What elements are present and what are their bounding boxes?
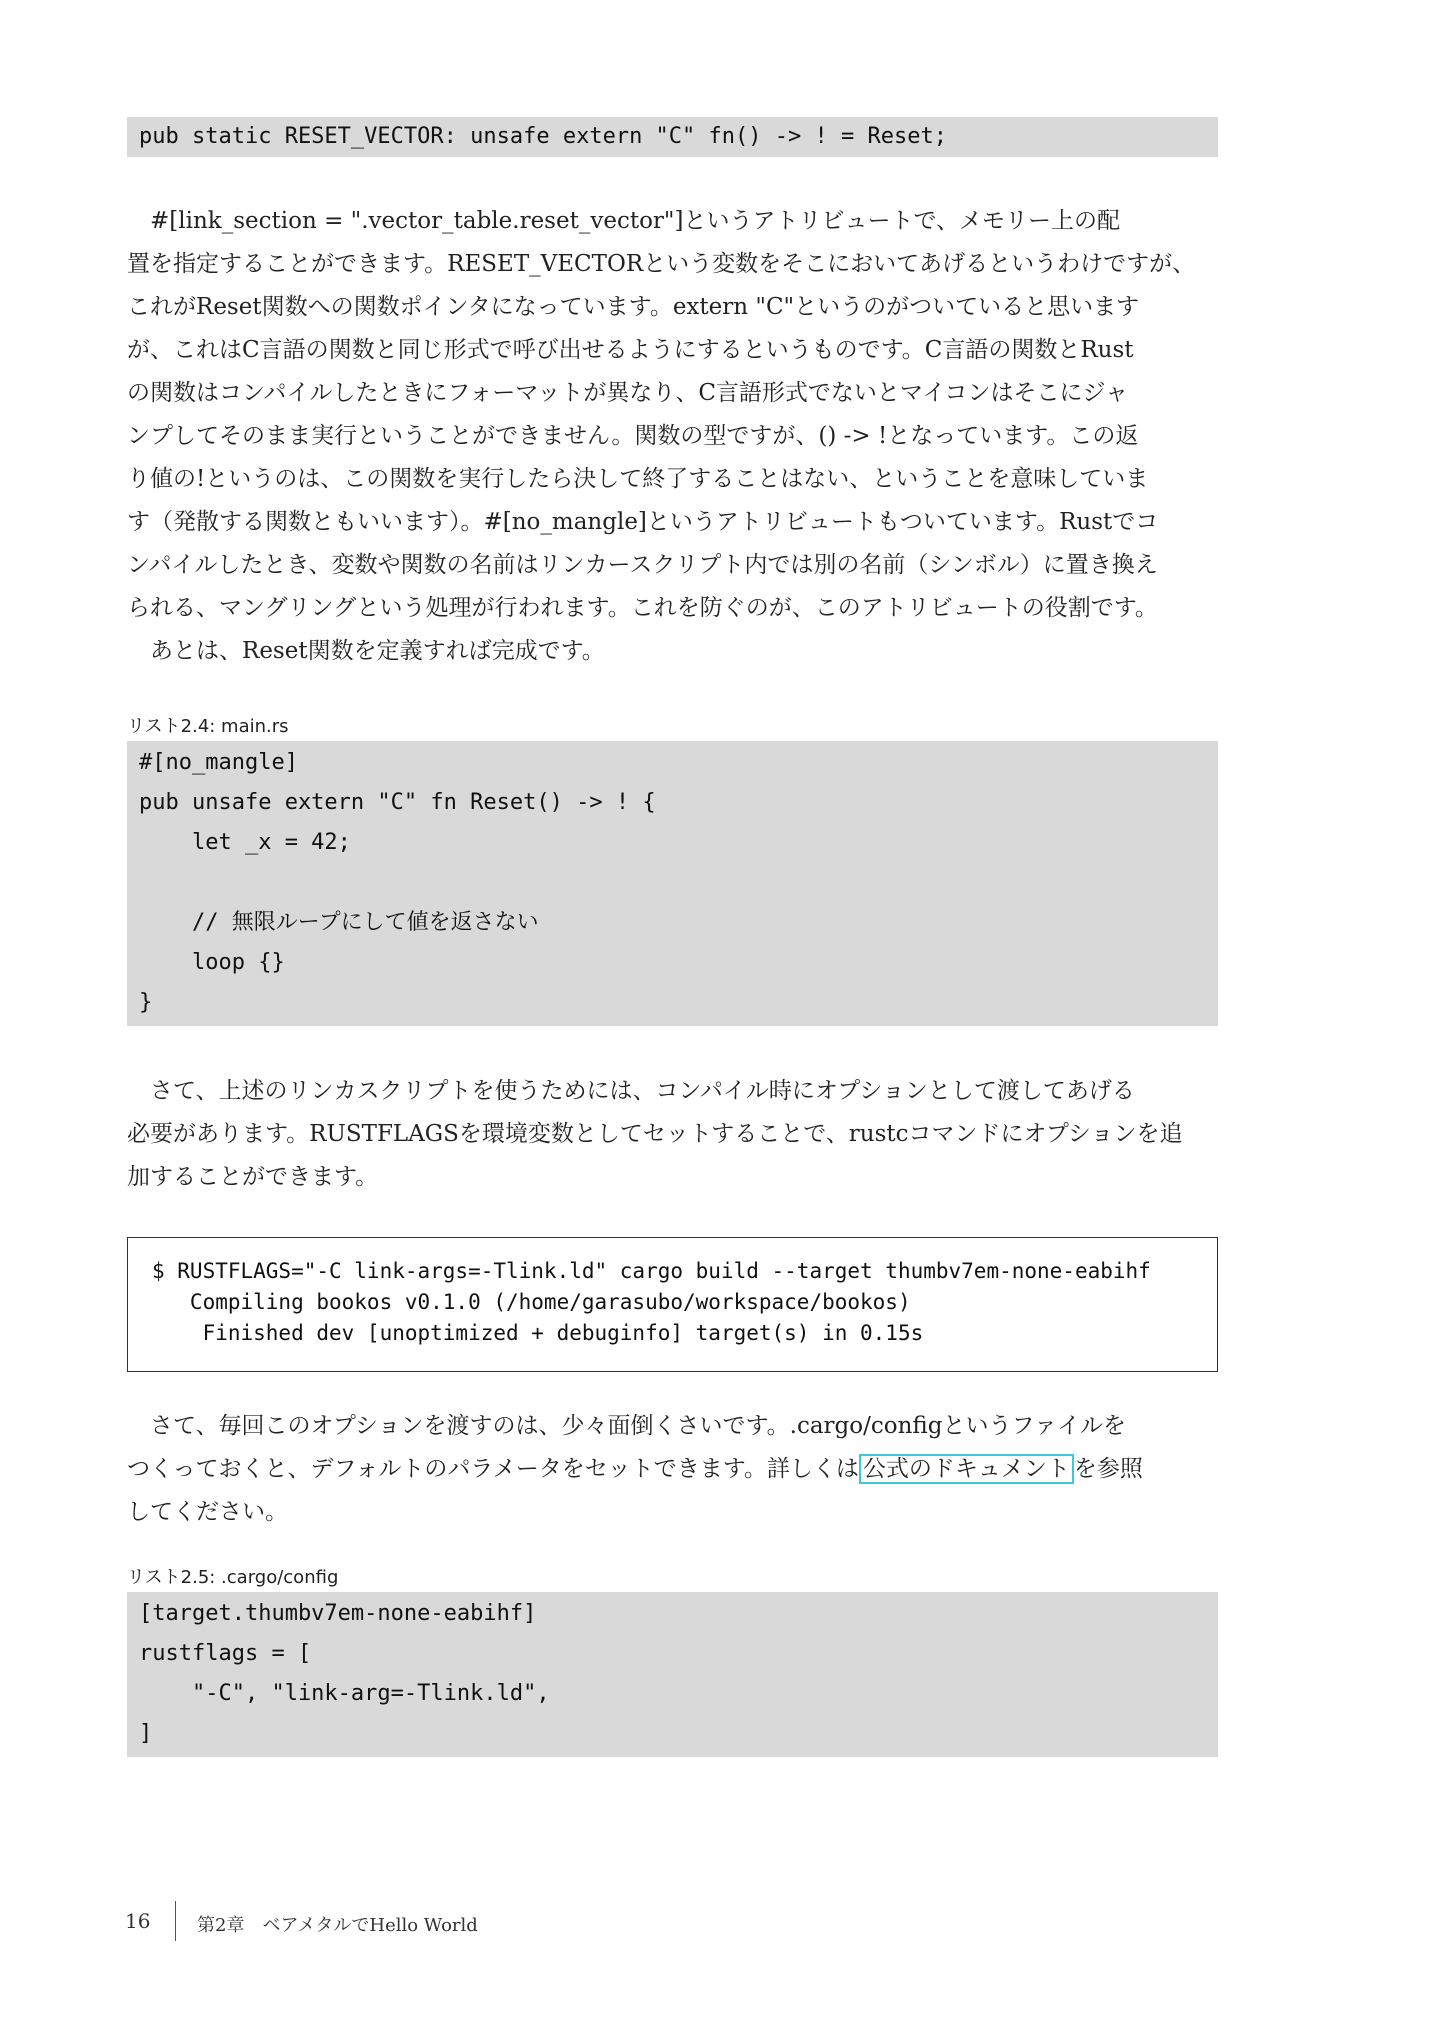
footer-divider (175, 1901, 176, 1941)
code-line: // 無限ループにして値を返さない (139, 910, 539, 935)
terminal-line: $ RUSTFLAGS="-C link-args=-Tlink.ld" cargo build --target thumbv7em-none-eabihf (152, 1259, 1151, 1283)
text-line: してください。 (127, 1499, 288, 1525)
code-block-cargo-config (127, 1592, 1218, 1757)
text-line: ンプしてそのまま実行ということができません。関数の型ですが、() -> !となっています。この返 (127, 423, 1139, 449)
code-line: loop {} (139, 950, 285, 975)
text-segment: を参照 (1073, 1456, 1143, 1482)
paragraph-cargo-config (127, 1405, 1218, 1534)
page-number: 16 (125, 1909, 151, 1933)
listing-caption: リスト2.4: main.rs (127, 716, 289, 737)
terminal-line: Compiling bookos v0.1.0 (/home/garasubo/workspace/bookos) (152, 1290, 911, 1314)
paragraph-explanation (127, 200, 1218, 673)
text-line: ンパイルしたとき、変数や関数の名前はリンカースクリプト内では別の名前（シンボル）に置き換え (127, 552, 1158, 578)
code-line: pub static RESET_VECTOR: unsafe extern "C" fn() -> ! = Reset; (139, 124, 947, 149)
code-line: "-C", "link-arg=-Tlink.ld", (139, 1681, 550, 1706)
text-line: あとは、Reset関数を定義すれば完成です。 (150, 638, 605, 664)
terminal-output (127, 1237, 1218, 1372)
code-line (139, 863, 1218, 903)
text-line: さて、毎回このオプションを渡すのは、少々面倒くさいです。.cargo/configというファイルを (150, 1413, 1126, 1439)
text-line: り値の!というのは、この関数を実行したら決して終了することはない、ということを意味していま (127, 466, 1149, 492)
paragraph-rustflags (127, 1070, 1218, 1199)
code-line: let _x = 42; (139, 830, 351, 855)
text-line: 置を指定することができます。RESET_VECTORという変数をそこにおいてあげるというわけですが、 (127, 251, 1196, 277)
text-line: られる、マングリングという処理が行われます。これを防ぐのが、このアトリビュートの役割です。 (127, 595, 1158, 621)
code-line: #[no_mangle] (139, 750, 298, 775)
text-line: が、これはC言語の関数と同じ形式で呼び出せるようにするというものです。C言語の関数とRust (127, 337, 1134, 363)
code-line: } (139, 990, 153, 1015)
code-line: pub unsafe extern "C" fn Reset() -> ! { (139, 790, 656, 815)
official-docs-link[interactable]: 公式のドキュメント (859, 1454, 1074, 1484)
code-line: [target.thumbv7em-none-eabihf] (139, 1601, 537, 1626)
text-line: 加することができます。 (127, 1164, 379, 1190)
text-line: #[link_section = ".vector_table.reset_vector"]というアトリビュートで、メモリー上の配 (150, 208, 1120, 234)
text-line: さて、上述のリンカスクリプトを使うためには、コンパイル時にオプションとして渡してあげる (150, 1078, 1135, 1104)
code-line: ] (139, 1721, 153, 1746)
code-block-main-rs (127, 741, 1218, 1026)
chapter-title: 第2章 ベアメタルでHello World (197, 1915, 478, 1936)
text-line: 必要があります。RUSTFLAGSを環境変数としてセットすることで、rustcコマンドにオプションを追 (127, 1121, 1183, 1147)
text-line (127, 1448, 1218, 1491)
terminal-line: Finished dev [unoptimized + debuginfo] target(s) in 0.15s (152, 1321, 924, 1345)
code-block-reset-vector (127, 117, 1218, 157)
code-line: rustflags = [ (139, 1641, 312, 1666)
text-line: これがReset関数への関数ポインタになっています。extern "C"というのがついていると思います (127, 294, 1140, 320)
listing-caption: リスト2.5: .cargo/config (127, 1567, 339, 1588)
text-line: す（発散する関数ともいいます）。#[no_mangle]というアトリビュートもついています。Rustでコ (127, 509, 1159, 535)
text-line: の関数はコンパイルしたときにフォーマットが異なり、C言語形式でないとマイコンはそこにジャ (127, 380, 1129, 406)
text-segment: つくっておくと、デフォルトのパラメータをセットできます。詳しくは (127, 1456, 859, 1482)
